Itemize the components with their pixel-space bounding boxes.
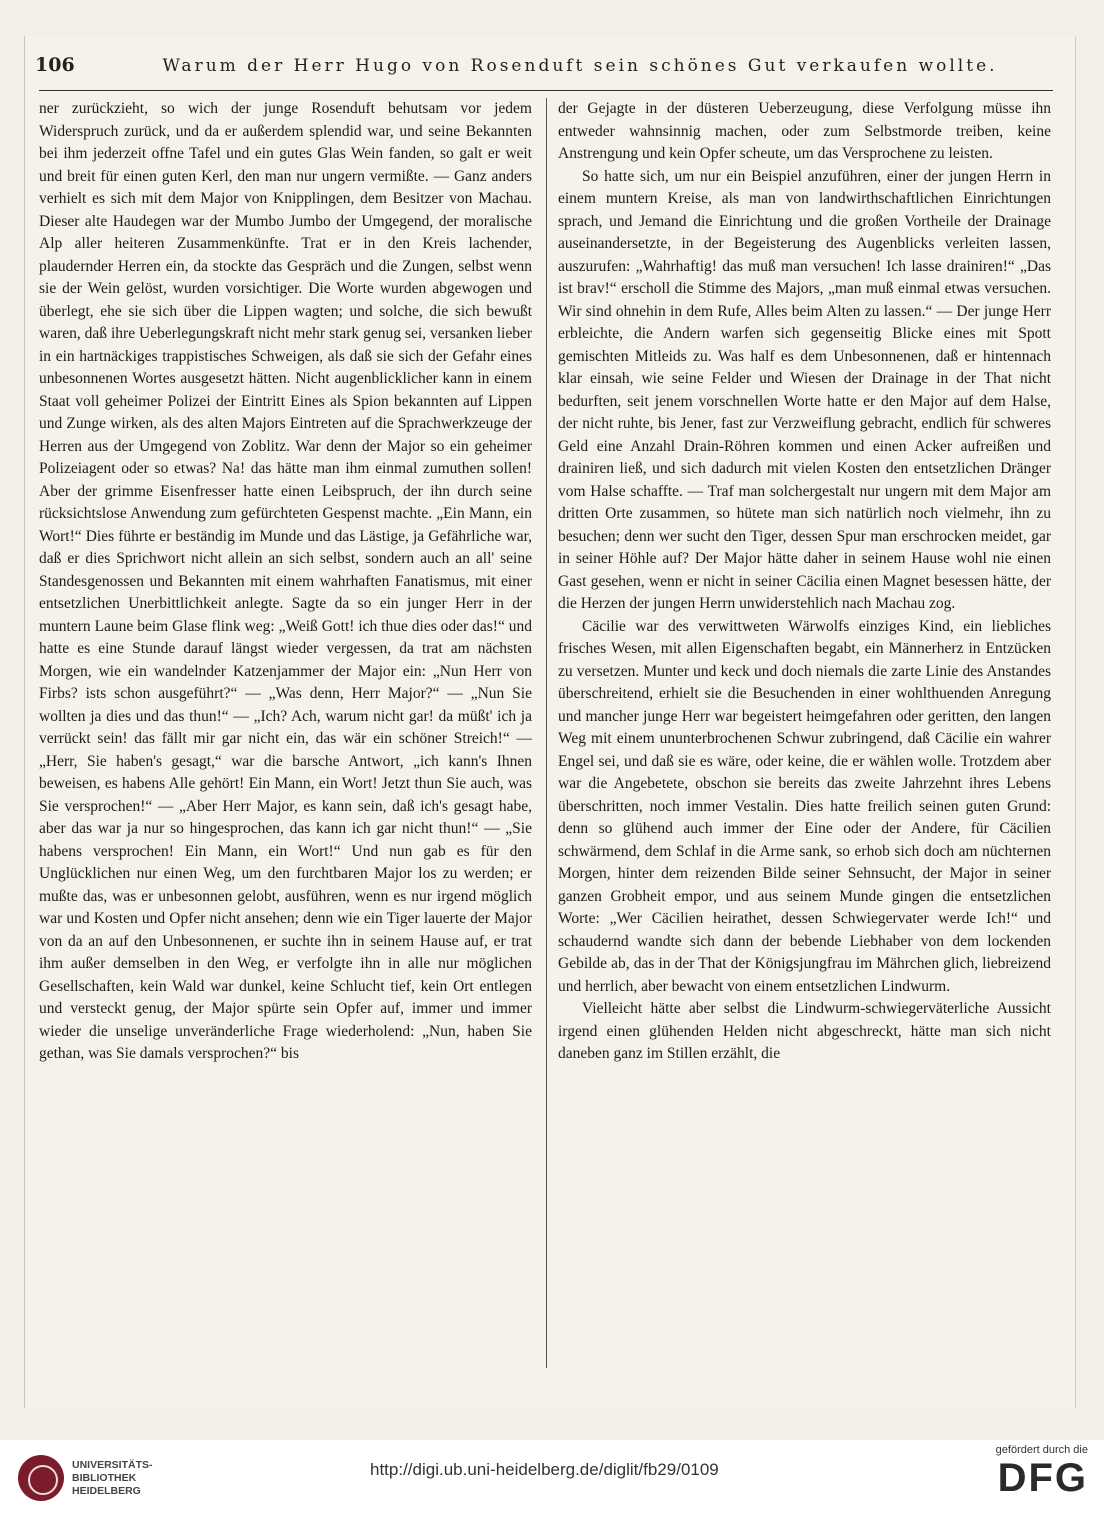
header-rule	[39, 90, 1053, 91]
funder-caption: gefördert durch die	[995, 1444, 1088, 1456]
running-title: Warum der Herr Hugo von Rosenduft sein schönes Gut verkaufen wollte.	[162, 56, 998, 76]
library-name-line: UNIVERSITÄTS-	[72, 1458, 153, 1471]
book-page	[24, 36, 1076, 1408]
paragraph: der Gejagte in der düsteren Ueberzeugung, diese Verfolgung müsse ihn entweder wahnsinnig machen, oder zum Selbstmorde treiben, keine Anstrengung und kein Opfer scheute, um das Versprochene zu leisten.	[558, 100, 1051, 162]
viewer-footer	[0, 1440, 1104, 1517]
text-column-right	[558, 98, 1051, 1376]
library-logo[interactable]	[18, 1448, 178, 1508]
paragraph: ner zurückzieht, so wich der junge Rosenduft behutsam vor jedem Widerspruch zurück, und da er außerdem splendid war, und seine Bekannten bei ihm jederzeit offne Tafel und ein gutes Glas Wein fanden, so galt er weit und breit für einen guten Kerl, den man nur ungern vermißte. — Ganz anders verhielt es sich mit dem Major von Knipplingen, dem Besitzer von Machau. Dieser alte Haudegen war der Mumbo Jumbo der Umgegend, der moralische Alp aller heiteren Zusammenkünfte. Trat er in den Kreis lachender, plaudernder Herren ein, da stockte das Gespräch und die Zungen, selbst wenn sie der Wein gelöst, wurden vorsichtiger. Die Worte wurden abgewogen und überlegt, ehe sie sich über die Lippen wagten; und solche, die sich bewußt waren, daß ihre Ueberlegungskraft nicht mehr stark genug sei, versanken lieber in ein hartnäckiges trappistisches Schweigen, als daß sie sich der Gefahr eines unbesonnenen Wortes ausgesetzt hätten. Nicht augenblicklicher kann in einem Staat voll geheimer Polizei der Eintritt Eines als Spion bekannten auf Lippen und Zunge wirken, als des alten Majors Eintreten auf die Sprachwerkzeuge der Herren aus der Umgegend von Zoblitz. War denn der Major so ein geheimer Polizeiagent oder so etwas? Na! das hätte man ihm einmal zumuthen sollen! Aber der grimme Eisenfresser hatte einen Leibspruch, der ihn durch seine rücksichtslose Anwendung zum gefürchteten Gespenst machte. „Ein Mann, ein Wort!“ Dies führte er beständig im Munde und das Lästige, ja Gefährliche war, daß er dies Sprichwort nicht allein an sich selbst, sondern auch an all' seine Standesgenossen und Bekannten mit einem wahrhaften Fanatismus, mit einer entsetzlichen Unerbittlichkeit anlegte. Sagte da so ein junger Herr in der muntern Laune beim Glase flink weg: „Weiß Gott! ich thue dies oder das!“ und hatte es eine Stunde darauf längst wieder vergessen, da trat am nächsten Morgen, wie ein wandelnder Katzenjammer der Major ein: „Nun Herr von Firbs? ists schon ausgeführt?“ — „Was denn, Herr Major?“ — „Nun Sie wollten ja dies und das thun!“ — „Ich? Ach, warum nicht gar! da müßt' ich ja verrückt sein! das fällt mir gar nicht ein, das wär ein schöner Streich!“ — „Herr, Sie haben's gesagt,“ war die barsche Antwort, „ich kann's Ihnen beweisen, es habens Alle gehört! Ein Mann, ein Wort! Jetzt thun Sie auch, was Sie versprochen!“ — „Aber Herr Major, es kann sein, daß ich's gesagt habe, aber das war ja nur so hingesprochen, das kann ich gar nicht thun!“ — „Sie habens versprochen! Ein Mann, ein Wort!“ Und nun gab es für den Unglücklichen nur einen Weg, um den furchtbaren Major los zu werden; er mußte das, was er unbesonnen gelobt, ausführen, wenn es nur irgend möglich war und Kosten und Opfer nicht ansehen; denn wie ein Tiger lauerte der Major von da an auf den Unbesonnenen, er suchte ihn in seinem Hause auf, er trat ihm außer demselben in den Weg, er verfolgte ihn in alle nur möglichen Gesellschaften, kein Wald war dunkel, keine Schlucht tief, kein Ort entlegen und versteckt genug, der Major spürte sein Opfer auf, immer und immer wieder die unselige unveränderliche Frage wiederholend: „Nun, haben Sie gethan, was Sie damals versprochen?“ bis	[39, 100, 532, 1062]
university-seal-icon	[18, 1455, 64, 1501]
library-name-line: HEIDELBERG	[72, 1484, 141, 1497]
text-column-left	[39, 98, 532, 1376]
library-name-line: BIBLIOTHEK	[72, 1471, 137, 1484]
permalink-url[interactable]: http://digi.ub.uni-heidelberg.de/diglit/fb29/0109	[370, 1460, 719, 1479]
column-divider	[546, 98, 547, 1368]
paragraph: So hatte sich, um nur ein Beispiel anzuführen, einer der jungen Herrn in einem muntern Kreise, als man von landwirthschaftlichen Einrichtungen sprach, und Jemand die Einrichtung und die großen Vortheile der Drainage auseinandersetzte, in der Begeisterung des Augenblicks verleiten lassen, auszurufen: „Wahrhaftig! das muß man versuchen! Ich lasse drainiren!“ „Das ist brav!“ erscholl die Stimme des Majors, „man muß einmal etwas versuchen. Wir sind ohnehin in dem Rufe, Alles beim Alten zu lassen.“ — Der junge Herr erbleichte, die Andern warfen sich gegenseitig Blicke eines mit Spott gemischten Mitleids zu. Was half es dem Unbesonnenen, daß er hintennach klar einsah, wie seine Felder und Wiesen der Drainage in der That nicht bedurften, seit jenem vorschnellen Worte hatte er den Major auf dem Halse, der nicht ruhte, bis Jener, fast zur Verzweiflung gebracht, endlich für schweres Geld eine Anzahl Drain-Röhren kommen und einen Acker aufreißen und drainiren ließ, und sich dadurch mit vielen Kosten den entsetzlichen Dränger vom Halse schaffte. — Traf man solchergestalt nur ungern mit dem Major am dritten Orte zusammen, so hütete man sich natürlich noch vielmehr, ihn zu besuchen; denn wer sucht den Tiger, dessen Spur man erschrocken meidet, gar in seiner Höhle auf? Der Major hätte daher in seinem Hause wohl nie einen Gast gesehen, wenn er nicht in seiner Cäcilia einen Magnet besessen hätte, der die Herzen der jungen Herrn unwiderstehlich nach Machau zog.	[558, 167, 1051, 612]
paragraph: Vielleicht hätte aber selbst die Lindwurm-schwiegerväterliche Aussicht irgend einen glühenden Helden nicht abgeschreckt, hätte man sich nicht daneben ganz im Stillen erzählt, die	[558, 1000, 1051, 1062]
paragraph: Cäcilie war des verwittweten Wärwolfs einziges Kind, ein liebliches frisches Wesen, mit allen Eigenschaften begabt, ein Männerherz in Entzücken zu versetzen. Munter und keck und doch niemals die zarte Linie des Anstandes überschreitend, erhielt sie die Besuchenden in einer wohlthuenden Anregung und mancher junge Herr war begeistert heimgefahren oder geritten, den langen Weg mit einem ununterbrochenen Schwur zubringend, daß Cäcilie ein wahrer Engel sei, und daß sie es wäre, oder keine, die er wählen wolle. Trotzdem aber war die Angebetete, obschon sie bereits das zweite Jahrzehnt ihres Lebens überschritten, noch immer Vestalin. Dies hatte freilich seinen guten Grund: denn so glühend auch immer der Eine oder der Andere, für Cäcilien schwärmend, dem Schlaf in die Arme sank, so erhob sich doch am nüchternen Morgen, hinter dem reizenden Bilde seiner Sehnsucht, der Major in seiner ganzen Grobheit empor, und aus seinem Munde gingen die entsetzlichen Worte: „Wer Cäcilien heirathet, dessen Schwiegervater werde Ich!“ und schaudernd wandte sich dann der bebende Liebhaber von dem lockenden Gebilde ab, das in der That der Königsjungfrau im Mährchen glich, liebreizend und herrlich, aber bewacht von einem entsetzlichen Lindwurm.	[558, 617, 1051, 995]
funder-logo[interactable]	[958, 1444, 1088, 1500]
running-header	[35, 54, 1055, 90]
page-number: 106	[35, 54, 75, 76]
dfg-logo-text: DFG	[997, 1456, 1088, 1500]
library-name	[72, 1459, 153, 1498]
